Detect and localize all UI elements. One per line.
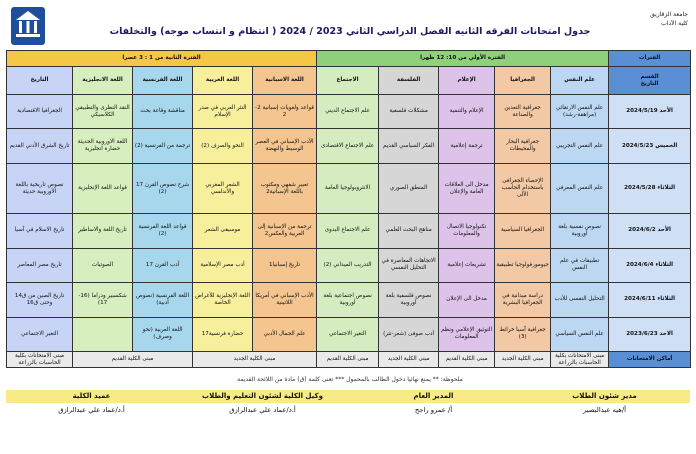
exam-cell: الإحصاء الجغرافى باستخدام الحاسب الآلى [495, 163, 551, 213]
exam-cell: قواعد ولغويات إسبانية 2-2 [253, 95, 317, 129]
second-period-header: الفترة الثانية من 1 : 3 عصرا [7, 51, 317, 67]
exam-cell: جيومورفولوجيا تطبيقية [495, 248, 551, 282]
exam-cell: شكسبير ودراما (16-17) [73, 283, 133, 317]
exam-cell: ترجمة من الإسبانية إلى العربية والعكس2 [253, 214, 317, 248]
exam-cell: اللغة الإنجليزية للأغراض الخاصة [193, 283, 253, 317]
exam-cell: شرح نصوص القرن 17 (2) [133, 163, 193, 213]
exam-location: مبنى الكلية الجديد [495, 352, 551, 368]
exam-cell: تاريخ إسبانيا1 [253, 248, 317, 282]
exam-cell: الجغرافيا السياسية [495, 214, 551, 248]
table-row [7, 283, 691, 317]
exam-location: مبنى الكلية القديم [317, 352, 379, 368]
dept-header: اللغة الاسبانية [253, 67, 317, 95]
first-period-header: الفترة الأولي من 10: 12 ظهرا [317, 51, 609, 67]
table-row [7, 95, 691, 129]
exam-cell: أدب القرن 17 [133, 248, 193, 282]
table-row [7, 317, 691, 352]
table-row [7, 129, 691, 163]
exam-cell: جغرافية آسيا خرائط (3) [495, 317, 551, 352]
dept-header: الجغرافيا [495, 67, 551, 95]
periods-header: الفترات [609, 51, 691, 67]
exam-date: الخميس 2024/5/23 [609, 129, 691, 163]
exam-cell: حضارة فرنسية17 [193, 317, 253, 352]
exam-cell: مناقشة وقاعة بحث [133, 95, 193, 129]
exam-location: مبنى الكلية القديم [73, 352, 193, 368]
exam-cell: اللغة الفرنسية (نصوص أدبية) [133, 283, 193, 317]
signature-title: عميد الكلية [72, 392, 111, 400]
dept-date-corner [609, 67, 691, 95]
exam-cell: اللغة الاوروبية الحديثة حضارة انجليزية [73, 129, 133, 163]
exam-cell: تاريخ اللغة والاساطير [73, 214, 133, 248]
dept-header: التاريخ [7, 67, 73, 95]
exam-cell: الفكر السياسي القديم [379, 129, 439, 163]
exam-date: الأحد 2024/6/2 [609, 214, 691, 248]
exam-location: مبنى الكلية القديم [439, 352, 495, 368]
signature-title: وكيل الكلية لشئون التعليم والطلاب [202, 392, 323, 400]
exam-cell: الشعر المغربي والأندلسي [193, 163, 253, 213]
exam-cell: النحو والصرف (2) [193, 129, 253, 163]
exam-cell: الانثروبولوجيا العامة [317, 163, 379, 213]
exam-cell: جغرافية التعدين والصناعة [495, 95, 551, 129]
signature-name: أ/ عمرو راجح [414, 406, 453, 414]
exam-date: الاحد 2023/6/23 [609, 317, 691, 352]
exam-cell: مدخل الى العلاقات العامة والإعلان [439, 163, 495, 213]
exam-date: الثلاثاء 2024/6/11 [609, 283, 691, 317]
locations-row [7, 352, 691, 368]
exam-cell: التغير الاجتماعي [317, 317, 379, 352]
exam-cell: مشكلات فلسفية [379, 95, 439, 129]
exam-cell: التوثيق الإعلامي ونظم المعلومات [439, 317, 495, 352]
exam-cell: التحليل النفسى للأدب [551, 283, 609, 317]
exam-cell: علم الاجتماع الديني [317, 95, 379, 129]
dept-header: الاجتماع [317, 67, 379, 95]
exam-cell: علم الاجتماع البدوى [317, 214, 379, 248]
dept-header: اللغة الانجليزية [73, 67, 133, 95]
exam-cell: تاريخ الصين من ق14 وحتى ق16 [7, 283, 73, 317]
dept-header: اللغة العربية [193, 67, 253, 95]
exam-date: الأحد 2024/5/19 [609, 95, 691, 129]
exam-cell: الأدب الإسباني في أمريكا اللاتينية [253, 283, 317, 317]
exam-cell: نصوص تاريخية باللغة الأوروبية حديثة [7, 163, 73, 213]
exam-cell: تاريخ الاسلام في آسيا [7, 214, 73, 248]
exam-cell: موسيقى الشعر [193, 214, 253, 248]
signature-name: أ/هيه عبدالبصير [583, 406, 626, 414]
exam-cell: التغير الاجتماعي [7, 317, 73, 352]
dept-header: علم النفس [551, 67, 609, 95]
exam-cell: النثر العربي في صدر الإسلام [193, 95, 253, 129]
exam-cell: نصوص نفسية بلغة أوروبية [551, 214, 609, 248]
exam-location: مبنى الامتحانات بكلية الحاسبات بالزراعة [551, 352, 609, 368]
exam-cell: تعبير شفهي ومكتوب باللغة الإسبانية2 [253, 163, 317, 213]
diag-dept-label: القسم [640, 73, 659, 80]
exam-date: الثلاثاء 2024/6/4 [609, 248, 691, 282]
table-row [7, 248, 691, 282]
table-row [7, 163, 691, 213]
exam-cell: ترجمة إعلامية [439, 129, 495, 163]
exam-cell: علم النفس المعرفي [551, 163, 609, 213]
exam-cell: تكنولوجيا الاتصال والمعلومات [439, 214, 495, 248]
exam-cell: تاريخ مصر المعاصر [7, 248, 73, 282]
exam-location: مبنى الكلية الجديد [379, 352, 439, 368]
university-info [650, 10, 688, 28]
exam-cell: أدب مصر الإسلامية [193, 248, 253, 282]
table-row [7, 214, 691, 248]
exam-cell [73, 317, 133, 352]
signature-names [6, 404, 690, 417]
exam-cell: علم النفس الارتقائي (مراهقة-رشد) [551, 95, 609, 129]
dept-header: الإعلام [439, 67, 495, 95]
exam-cell: الإعلام والتنمية [439, 95, 495, 129]
dept-header: الفلسفة [379, 67, 439, 95]
faculty-name: كلية الآداب [661, 20, 688, 27]
exam-schedule-table [6, 50, 691, 368]
exam-cell: قواعد اللغة الفرنسية (2) [133, 214, 193, 248]
exam-cell: علم الجمال الأدبي [253, 317, 317, 352]
exam-cell: مدخل الى الإعلان [439, 283, 495, 317]
exam-cell: نصوص فلسفية بلغة أوروبية [379, 283, 439, 317]
exam-cell: النقد النظرى والتطبيقي الكلاسيكي [73, 95, 133, 129]
exam-cell: علم النفس التجريبي [551, 129, 609, 163]
university-name: جامعة الزقازيق [650, 11, 688, 18]
locations-label: أماكن الامتحانات [609, 352, 691, 368]
exam-cell: التدريب الميداني (2) [317, 248, 379, 282]
exam-location: مبنى الكلية الجديد [193, 352, 317, 368]
exam-cell: اللغة العربية (نحو وصرف) [133, 317, 193, 352]
exam-cell: ترجمة من الفرنسية (2) [133, 129, 193, 163]
dept-header: اللغة الفرنسية [133, 67, 193, 95]
exam-location: مبنى الامتحانات بكلية الحاسبات بالزراعة [7, 352, 73, 368]
exam-cell: تطبيقات في علم النفس [551, 248, 609, 282]
page-title: جدول امتحانات الفرقه الثانيه الفصل الدراسي الثاني 2023 / 2024 ( انتظام و انتساب موجه) والتخلفات [109, 26, 591, 37]
exam-cell: تشريعات إعلامية [439, 248, 495, 282]
exam-cell: تاريخ الشرق الأدني القديم [7, 129, 73, 163]
exam-cell: الجغرافيا الاقتصادية [7, 95, 73, 129]
signature-titles [6, 390, 690, 403]
exam-cell: علم النفس السياسي [551, 317, 609, 352]
exam-cell: أدب صوفى (شعر-نثر) [379, 317, 439, 352]
university-logo [10, 6, 46, 46]
exam-cell: علم الاجتماع الاقتصادى [317, 129, 379, 163]
signature-title: المدير العام [413, 392, 454, 400]
diag-date-label: التاريخ [640, 80, 659, 87]
exam-cell: مناهج البحث العلمي [379, 214, 439, 248]
exam-cell: الاتجاهات المعاصرة في التحليل النفسي [379, 248, 439, 282]
exam-cell: المنطق الصوري [379, 163, 439, 213]
footnote: ملحوظة: ** يمنع نهائيا دخول الطالب بالمحمول *** تعنى كلمة (ق) مادة من اللائحة القديمة [237, 376, 463, 383]
exam-cell: نصوص اجتماعية بلغة أوروبية [317, 283, 379, 317]
signature-name: أ.د/عماد علي عبدالرازق [229, 406, 296, 414]
exam-cell: دراسة ميدانية في الجغرافيا البشرية [495, 283, 551, 317]
exam-cell: الأدب الإسباني في العصر الوسيط والنهضة [253, 129, 317, 163]
exam-cell: جغرافية البحار والمحيطات [495, 129, 551, 163]
exam-cell: الصوتيات [73, 248, 133, 282]
exam-cell: قواعد اللغة الإنجليزية [73, 163, 133, 213]
signature-title: مدير شئون الطلاب [572, 392, 637, 400]
exam-date: الثلاثاء 2024/5/28 [609, 163, 691, 213]
signature-name: أ.د/عماد علي عبدالرازق [58, 406, 125, 414]
